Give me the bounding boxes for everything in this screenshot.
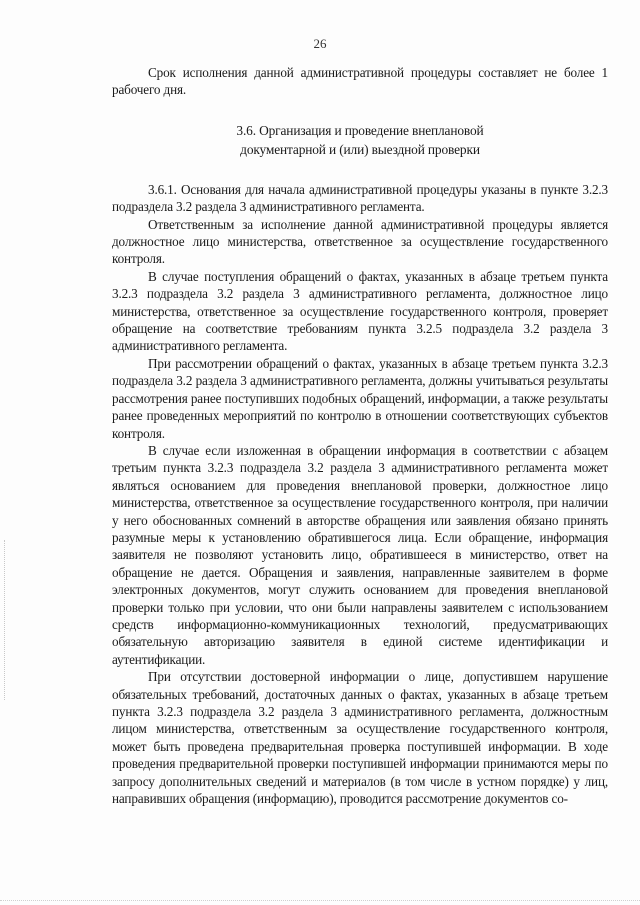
section-heading-line-2: документарной и (или) выездной проверки bbox=[240, 141, 480, 157]
page-number: 26 bbox=[313, 36, 327, 51]
document-body bbox=[112, 64, 608, 807]
scan-bottom-edge bbox=[0, 900, 640, 901]
paragraph-grounds: В случае если изложенная в обращении информация в соответствии с абзацем третьим пункта 3.2.3 подраздела 3.2 раздела 3 административного регламента может являться основанием для проведения внеплановой проверки, должностное лицо министерства, ответственное за осуществление государственного контроля, при наличии у него обоснованных сомнений в авторстве обращения или заявления обязано принять разумные меры к установлению обратившегося лица. Если обращение, информация заявителя не позволяют установить лицо, обратившееся в министерство, ответ на обращение не дается. Обращения и заявления, направленные заявителем в форме электронных документов, могут служить основанием для проведения внеплановой проверки только при условии, что они были направлены заявителем с использованием средств информационно-коммуникационных технологий, предусматривающих обязательную авторизацию заявителя в единой системе идентификации и аутентификации. bbox=[112, 442, 608, 667]
paragraph-receipt: В случае поступления обращений о фактах, указанных в абзаце третьем пункта 3.2.3 подраздела 3.2 раздела 3 административного регламента, должностное лицо министерства, ответственное за осуществление государственного контроля, проверяет обращение на соответствие требованиям пункта 3.2.5 подраздела 3.2 раздела 3 административного регламента. bbox=[112, 268, 608, 354]
section-heading-line-1: 3.6. Организация и проведение внеплановой bbox=[236, 122, 484, 138]
scan-edge-marks bbox=[4, 540, 7, 700]
paragraph-preliminary-check: При отсутствии достоверной информации о лице, допустившем нарушение обязательных требований, достаточных данных о фактах, указанных в абзаце третьем пункта 3.2.3 подраздела 3.2 раздела 3 административного регламента, должностным лицом министерства, ответственным за осуществление государственного контроля, может быть проведена предварительная проверка поступившей информации. В ходе проведения предварительной проверки поступившей информации принимаются меры по запросу дополнительных сведений и материалов (в том числе в устном порядке) у лиц, направивших обращения (информацию), проводится рассмотрение документов со- bbox=[112, 669, 608, 807]
paragraph-consideration: При рассмотрении обращений о фактах, указанных в абзаце третьем пункта 3.2.3 подраздела 3.2 раздела 3 административного регламента, должны учитываться результаты рассмотрения ранее поступивших подобных обращений, информации, а также результаты ранее проведенных мероприятий по контролю в отношении соответствующих субъектов контроля. bbox=[112, 355, 608, 441]
paragraph-responsible: Ответственным за исполнение данной административной процедуры является должностное лицо министерства, ответственное за осуществление государственного контроля. bbox=[112, 216, 608, 267]
intro-paragraph: Срок исполнения данной административной процедуры составляет не более 1 рабочего дня. bbox=[112, 65, 608, 98]
paragraph-3-6-1: 3.6.1. Основания для начала административной процедуры указаны в пункте 3.2.3 подраздела 3.2 раздела 3 административного регламента. bbox=[112, 181, 608, 215]
section-heading bbox=[112, 121, 608, 159]
